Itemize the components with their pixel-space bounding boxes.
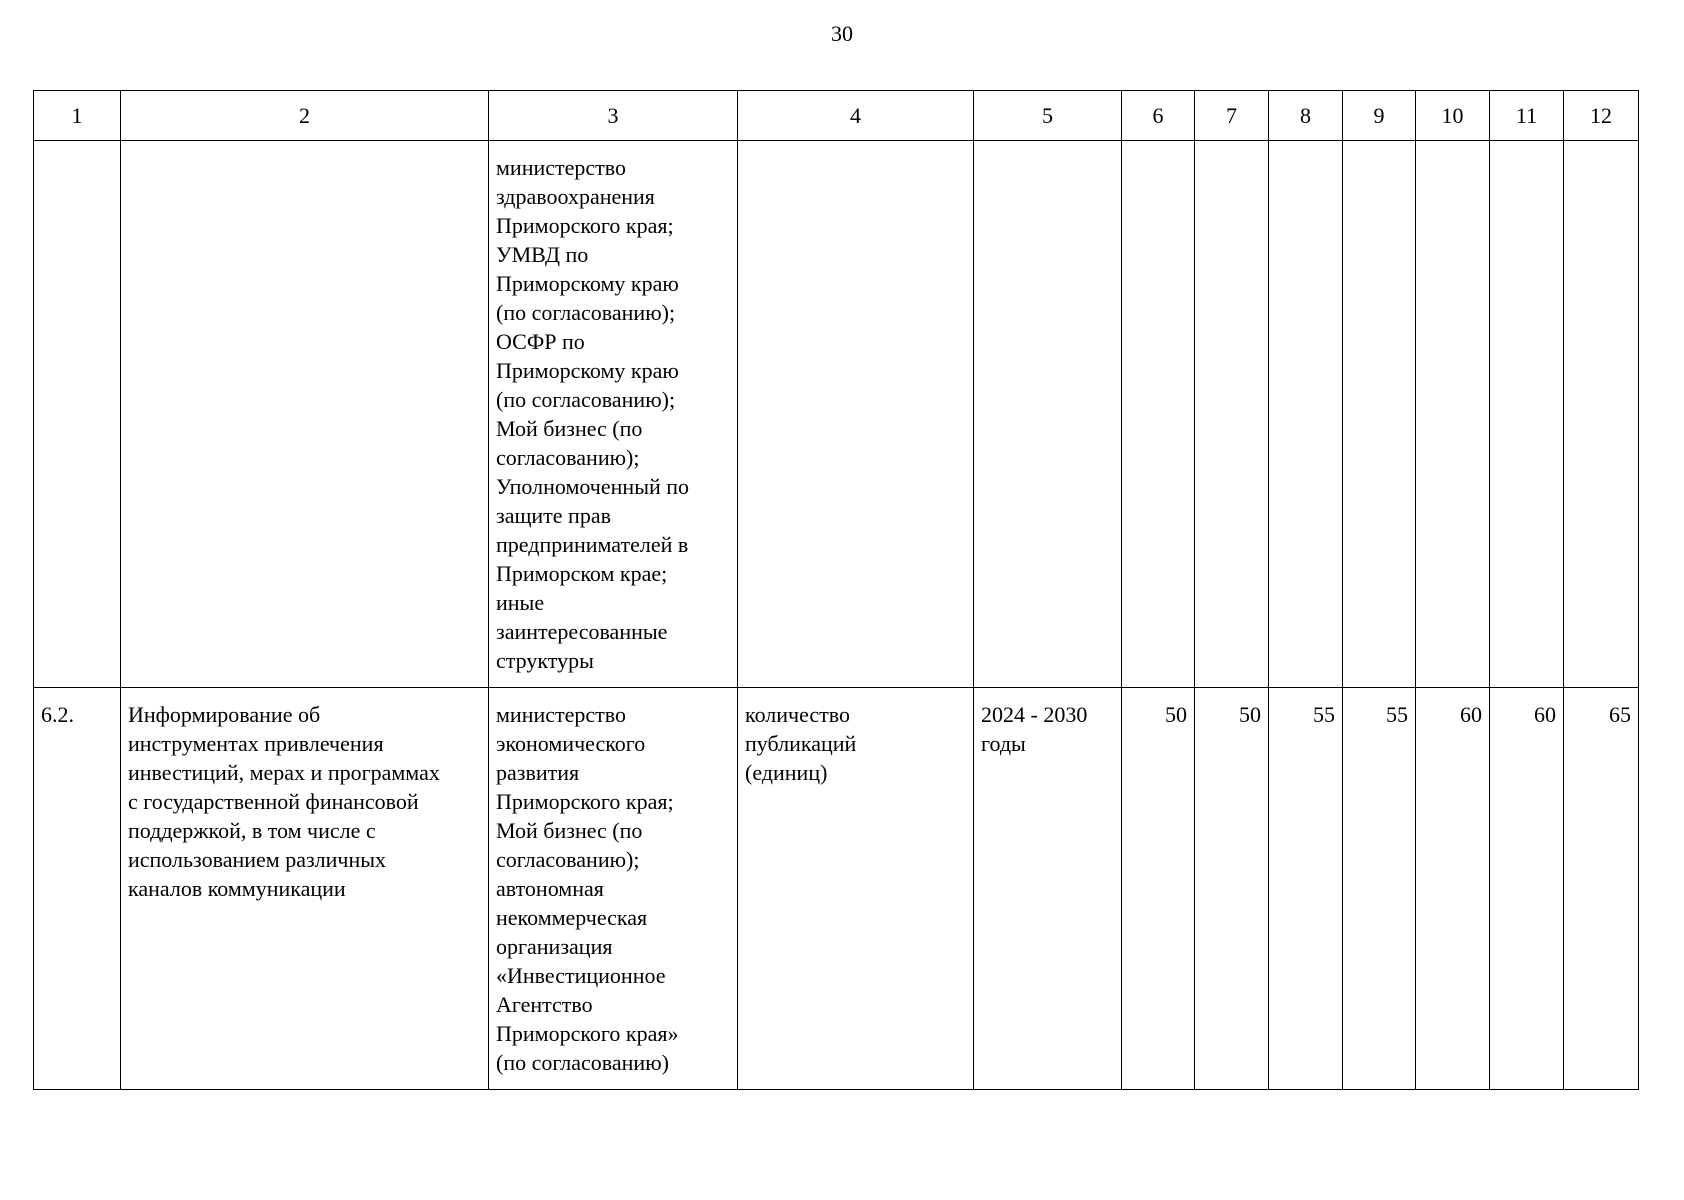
- cell-value: 50: [1122, 688, 1195, 1090]
- cell-value: 65: [1564, 688, 1639, 1090]
- column-header: 7: [1195, 91, 1269, 141]
- cell-value: 50: [1195, 688, 1269, 1090]
- column-header: 12: [1564, 91, 1639, 141]
- column-header: 11: [1490, 91, 1564, 141]
- cell-responsible: министерство экономического развития Приморского края; Мой бизнес (по согласованию); автономная некоммерческая организация «Инвестиционное Агентство Приморского края» (по согласованию): [489, 688, 738, 1090]
- cell-responsible: министерство здравоохранения Приморского края; УМВД по Приморскому краю (по согласованию); ОСФР по Приморскому краю (по согласованию); Мой бизнес (по согласованию); Уполномоченный по защите прав предпринимателей в Приморском крае; иные заинтересованные структуры: [489, 141, 738, 688]
- cell-value: [1195, 141, 1269, 688]
- column-header: 4: [738, 91, 974, 141]
- cell-period: [974, 141, 1122, 688]
- page-number: 30: [831, 21, 853, 46]
- cell-value: [1343, 141, 1416, 688]
- cell-indicator: количество публикаций (единиц): [738, 688, 974, 1090]
- column-header: 10: [1416, 91, 1490, 141]
- column-header: 3: [489, 91, 738, 141]
- table-header-row: [34, 91, 1639, 141]
- indicators-table: [33, 90, 1639, 1090]
- cell-value: [1122, 141, 1195, 688]
- cell-value: 60: [1416, 688, 1490, 1090]
- table-row: [34, 141, 1639, 688]
- cell-value: 55: [1269, 688, 1343, 1090]
- cell-period: 2024 - 2030 годы: [974, 688, 1122, 1090]
- column-header: 5: [974, 91, 1122, 141]
- cell-value: [1269, 141, 1343, 688]
- column-header: 2: [121, 91, 489, 141]
- column-header: 1: [34, 91, 121, 141]
- cell-value: [1564, 141, 1639, 688]
- table-row: [34, 688, 1639, 1090]
- cell-indicator: [738, 141, 974, 688]
- column-header: 6: [1122, 91, 1195, 141]
- cell-value: [1490, 141, 1564, 688]
- cell-item-number: [34, 141, 121, 688]
- cell-value: [1416, 141, 1490, 688]
- cell-value: 60: [1490, 688, 1564, 1090]
- cell-activity: [121, 141, 489, 688]
- cell-activity: Информирование об инструментах привлечения инвестиций, мерах и программах с государственной финансовой поддержкой, в том числе с использованием различных каналов коммуникации: [121, 688, 489, 1090]
- cell-item-number: 6.2.: [34, 688, 121, 1090]
- cell-value: 55: [1343, 688, 1416, 1090]
- column-header: 8: [1269, 91, 1343, 141]
- column-header: 9: [1343, 91, 1416, 141]
